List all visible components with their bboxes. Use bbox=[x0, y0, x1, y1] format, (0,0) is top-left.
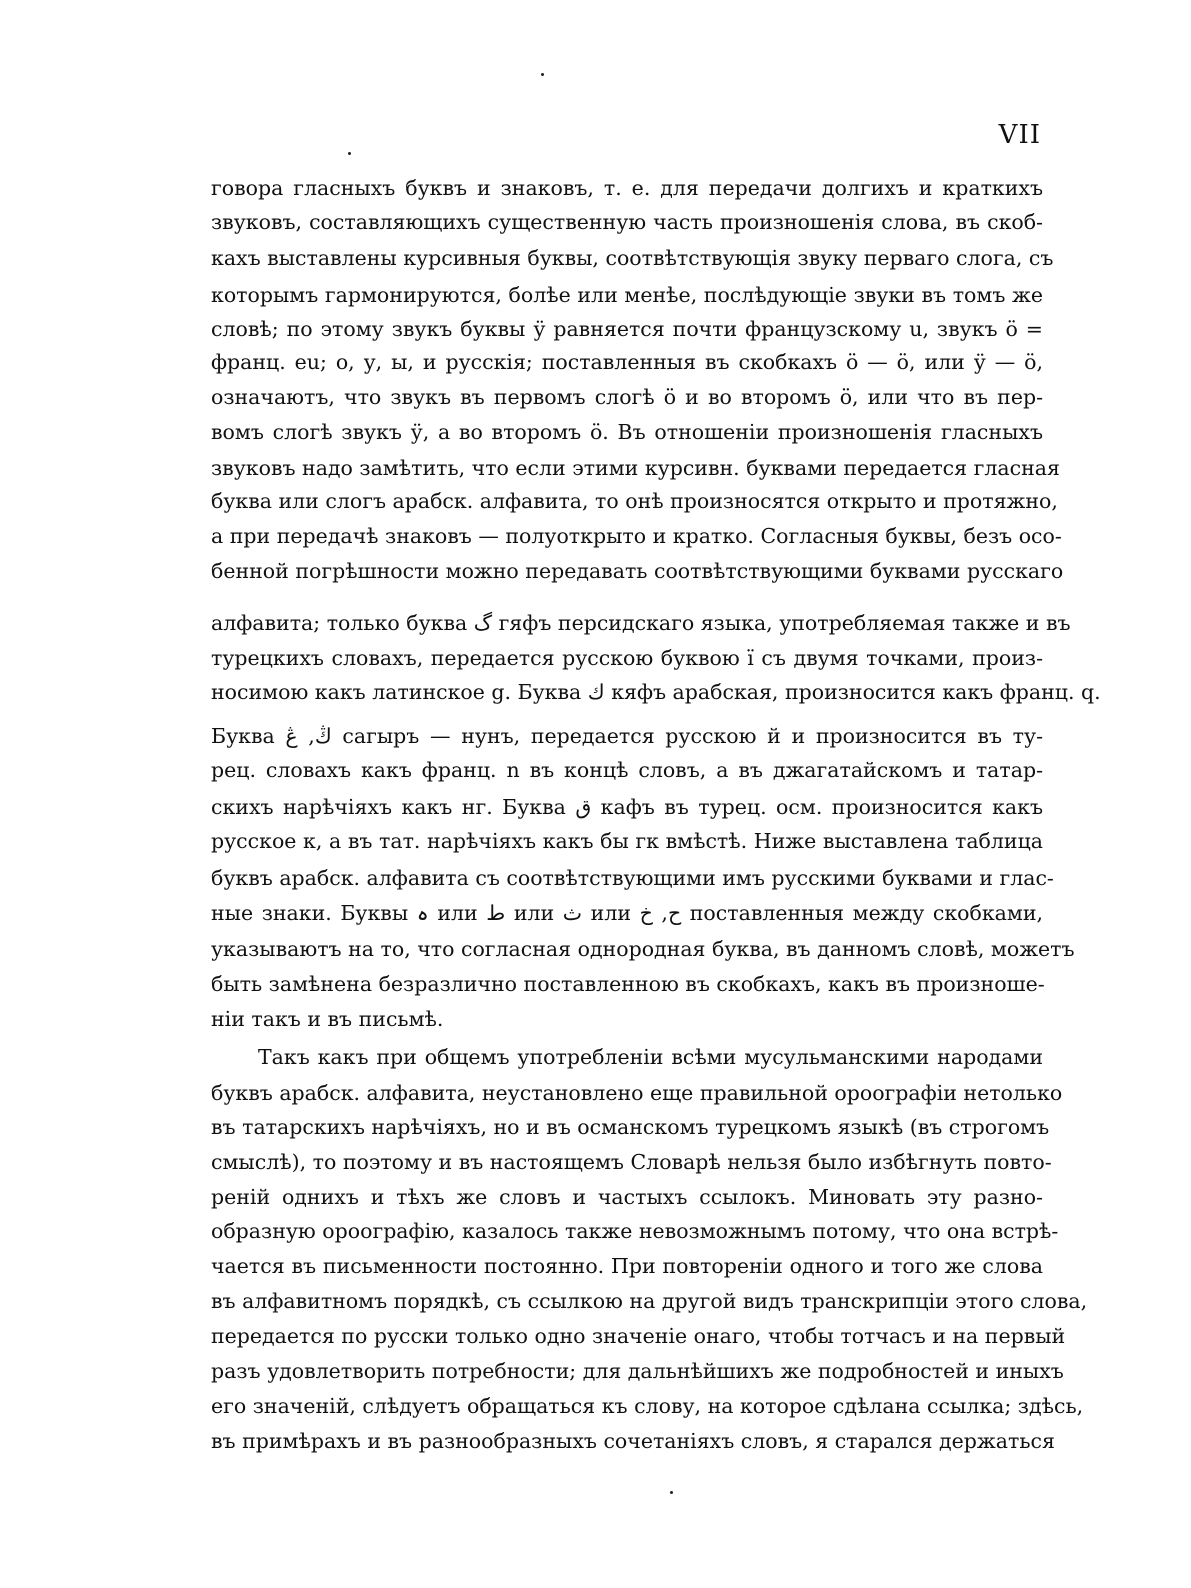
text-line: передается по русски только одно значеніе онаго, чтобы тотчасъ и на первый bbox=[211, 1324, 1066, 1348]
text-line: а при передачѣ знаковъ — полуоткрыто и кратко. Согласныя буквы, безъ осо- bbox=[211, 524, 1062, 548]
text-line: звуковъ, составляющихъ существенную часть произношенія слова, въ скоб- bbox=[211, 210, 1043, 234]
text-line: Такъ какъ при общемъ употребленіи всѣми мусульманскими народами bbox=[258, 1045, 1043, 1069]
text-line: буква или слогъ арабск. алфавита, то онѣ произносятся открыто и протяжно, bbox=[211, 489, 1058, 513]
text-line: буквъ арабск. алфавита, неустановлено еще правильной ороографіи нетолько bbox=[211, 1081, 1063, 1105]
text-line: Буква ڭ, ڠ сагыръ — нунъ, передается русскою й и произносится въ ту- bbox=[211, 724, 1043, 748]
text-line: алфавита; только буква گ гяфъ персидскаго языка, употребляемая также и въ bbox=[211, 611, 1071, 635]
text-line: быть замѣнена безразлично поставленною въ скобкахъ, какъ въ произноше- bbox=[211, 972, 1045, 996]
text-line: скихъ нарѣчіяхъ какъ нг. Буква ق кафъ въ турец. осм. произносится какъ bbox=[211, 795, 1043, 819]
text-line: ные знаки. Буквы ہ или ط или ث или ح, خ поставленныя между скобками, bbox=[211, 901, 1044, 925]
text-line: говора гласныхъ буквъ и знаковъ, т. е. для передачи долгихъ и краткихъ bbox=[211, 176, 1043, 200]
scan-speck bbox=[348, 152, 351, 155]
page-number: VII bbox=[998, 120, 1041, 150]
text-line: указываютъ на то, что согласная однородная буква, въ данномъ словѣ, можетъ bbox=[211, 937, 1075, 961]
text-line: ніи такъ и въ письмѣ. bbox=[211, 1007, 444, 1031]
text-line: въ алфавитномъ порядкѣ, съ ссылкою на другой видъ транскрипціи этого слова, bbox=[211, 1289, 1088, 1313]
text-line: кахъ выставлены курсивныя буквы, соотвѣтствующія звуку перваго слога, съ bbox=[211, 246, 1054, 270]
scan-speck bbox=[541, 73, 544, 76]
text-line: въ татарскихъ нарѣчіяхъ, но и въ османскомъ турецкомъ языкѣ (въ строгомъ bbox=[211, 1115, 1050, 1139]
text-line: рец. словахъ какъ франц. n въ концѣ словъ, а въ джагатайскомъ и татар- bbox=[211, 758, 1043, 782]
text-line: словѣ; по этому звукъ буквы ӱ равняется почти французскому u, звукъ ӧ = bbox=[211, 317, 1043, 341]
text-line: которымъ гармонируются, болѣе или менѣе, послѣдующіе звуки въ томъ же bbox=[211, 283, 1043, 307]
text-line: означаютъ, что звукъ въ первомъ слогѣ ӧ и во второмъ ӧ, или что въ пер- bbox=[211, 385, 1043, 409]
scan-speck bbox=[670, 1491, 673, 1494]
text-line: франц. eu; о, у, ы, и русскія; поставленныя въ скобкахъ ӧ — ӧ, или ӱ — ӧ, bbox=[211, 350, 1043, 374]
text-line: реній однихъ и тѣхъ же словъ и частыхъ ссылокъ. Миновать эту разно- bbox=[211, 1185, 1043, 1209]
text-line: бенной погрѣшности можно передавать соотвѣтствующими буквами русскаго bbox=[211, 559, 1064, 583]
text-line: русское к, а въ тат. нарѣчіяхъ какъ бы гк вмѣстѣ. Ниже выставлена таблица bbox=[211, 829, 1043, 853]
text-line: образную ороографію, казалось также невозможнымъ потому, что она встрѣ- bbox=[211, 1219, 1059, 1243]
text-line: буквъ арабск. алфавита съ соотвѣтствующими имъ русскими буквами и глас- bbox=[211, 866, 1054, 890]
text-line: въ примѣрахъ и въ разнообразныхъ сочетаніяхъ словъ, я старался держаться bbox=[211, 1429, 1055, 1453]
text-line: его значеній, слѣдуетъ обращаться къ слову, на которое сдѣлана ссылка; здѣсь, bbox=[211, 1394, 1084, 1418]
text-line: звуковъ надо замѣтить, что если этими курсивн. буквами передается гласная bbox=[211, 456, 1060, 480]
text-line: турецкихъ словахъ, передается русскою буквою ï съ двумя точками, произ- bbox=[211, 646, 1043, 670]
text-line: носимою какъ латинское g. Буква ك кяфъ арабская, произносится какъ франц. q. bbox=[211, 680, 1101, 704]
text-line: смыслѣ), то поэтому и въ настоящемъ Словарѣ нельзя было избѣгнуть повто- bbox=[211, 1150, 1052, 1174]
text-line: разъ удовлетворить потребности; для дальнѣйшихъ же подробностей и иныхъ bbox=[211, 1359, 1064, 1383]
text-line: вомъ слогѣ звукъ ӱ, а во второмъ ӧ. Въ отношеніи произношенія гласныхъ bbox=[211, 420, 1043, 444]
text-line: чается въ письменности постоянно. При повтореніи одного и того же слова bbox=[211, 1254, 1043, 1278]
